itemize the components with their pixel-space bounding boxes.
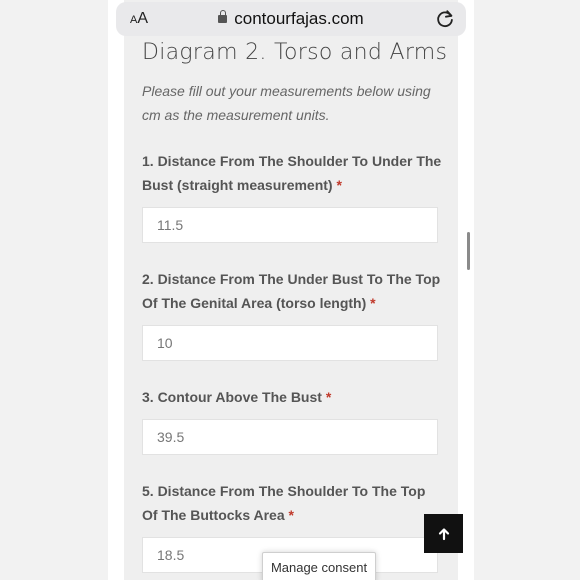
form-intro: Please fill out your measurements below using cm as the measurement units. (142, 83, 431, 123)
question-1-input[interactable] (142, 207, 438, 243)
reload-icon[interactable] (434, 8, 456, 30)
phone-screen (108, 0, 474, 580)
question-3-label: 3. Contour Above The Bust * (142, 389, 332, 405)
address-bar[interactable] (116, 2, 466, 36)
required-mark: * (336, 177, 342, 193)
question-2-input[interactable] (142, 325, 438, 361)
question-3-input[interactable] (142, 419, 438, 455)
question-5-label: 5. Distance From The Shoulder To The Top Of The Buttocks Area * (142, 483, 426, 523)
back-to-top-button[interactable] (424, 514, 463, 553)
form-title: Diagram 2. Torso and Arms (142, 40, 448, 65)
url-display[interactable] (116, 9, 466, 29)
question-2-label: 2. Distance From The Under Bust To The Top Of The Genital Area (torso length) * (142, 271, 441, 311)
lock-icon (218, 15, 227, 23)
manage-consent-button[interactable]: Manage consent (262, 552, 376, 580)
right-background (474, 0, 580, 580)
left-background (0, 0, 108, 580)
required-mark: * (288, 507, 294, 523)
scrollbar-thumb[interactable] (467, 232, 470, 270)
question-1-label: 1. Distance From The Shoulder To Under The Bust (straight measurement) * (142, 153, 442, 193)
required-mark: * (325, 389, 332, 405)
url-text: contourfajas.com (234, 9, 364, 28)
text-size-button[interactable]: AA (130, 10, 149, 27)
required-mark: * (370, 295, 376, 311)
arrow-up-icon (437, 527, 451, 541)
